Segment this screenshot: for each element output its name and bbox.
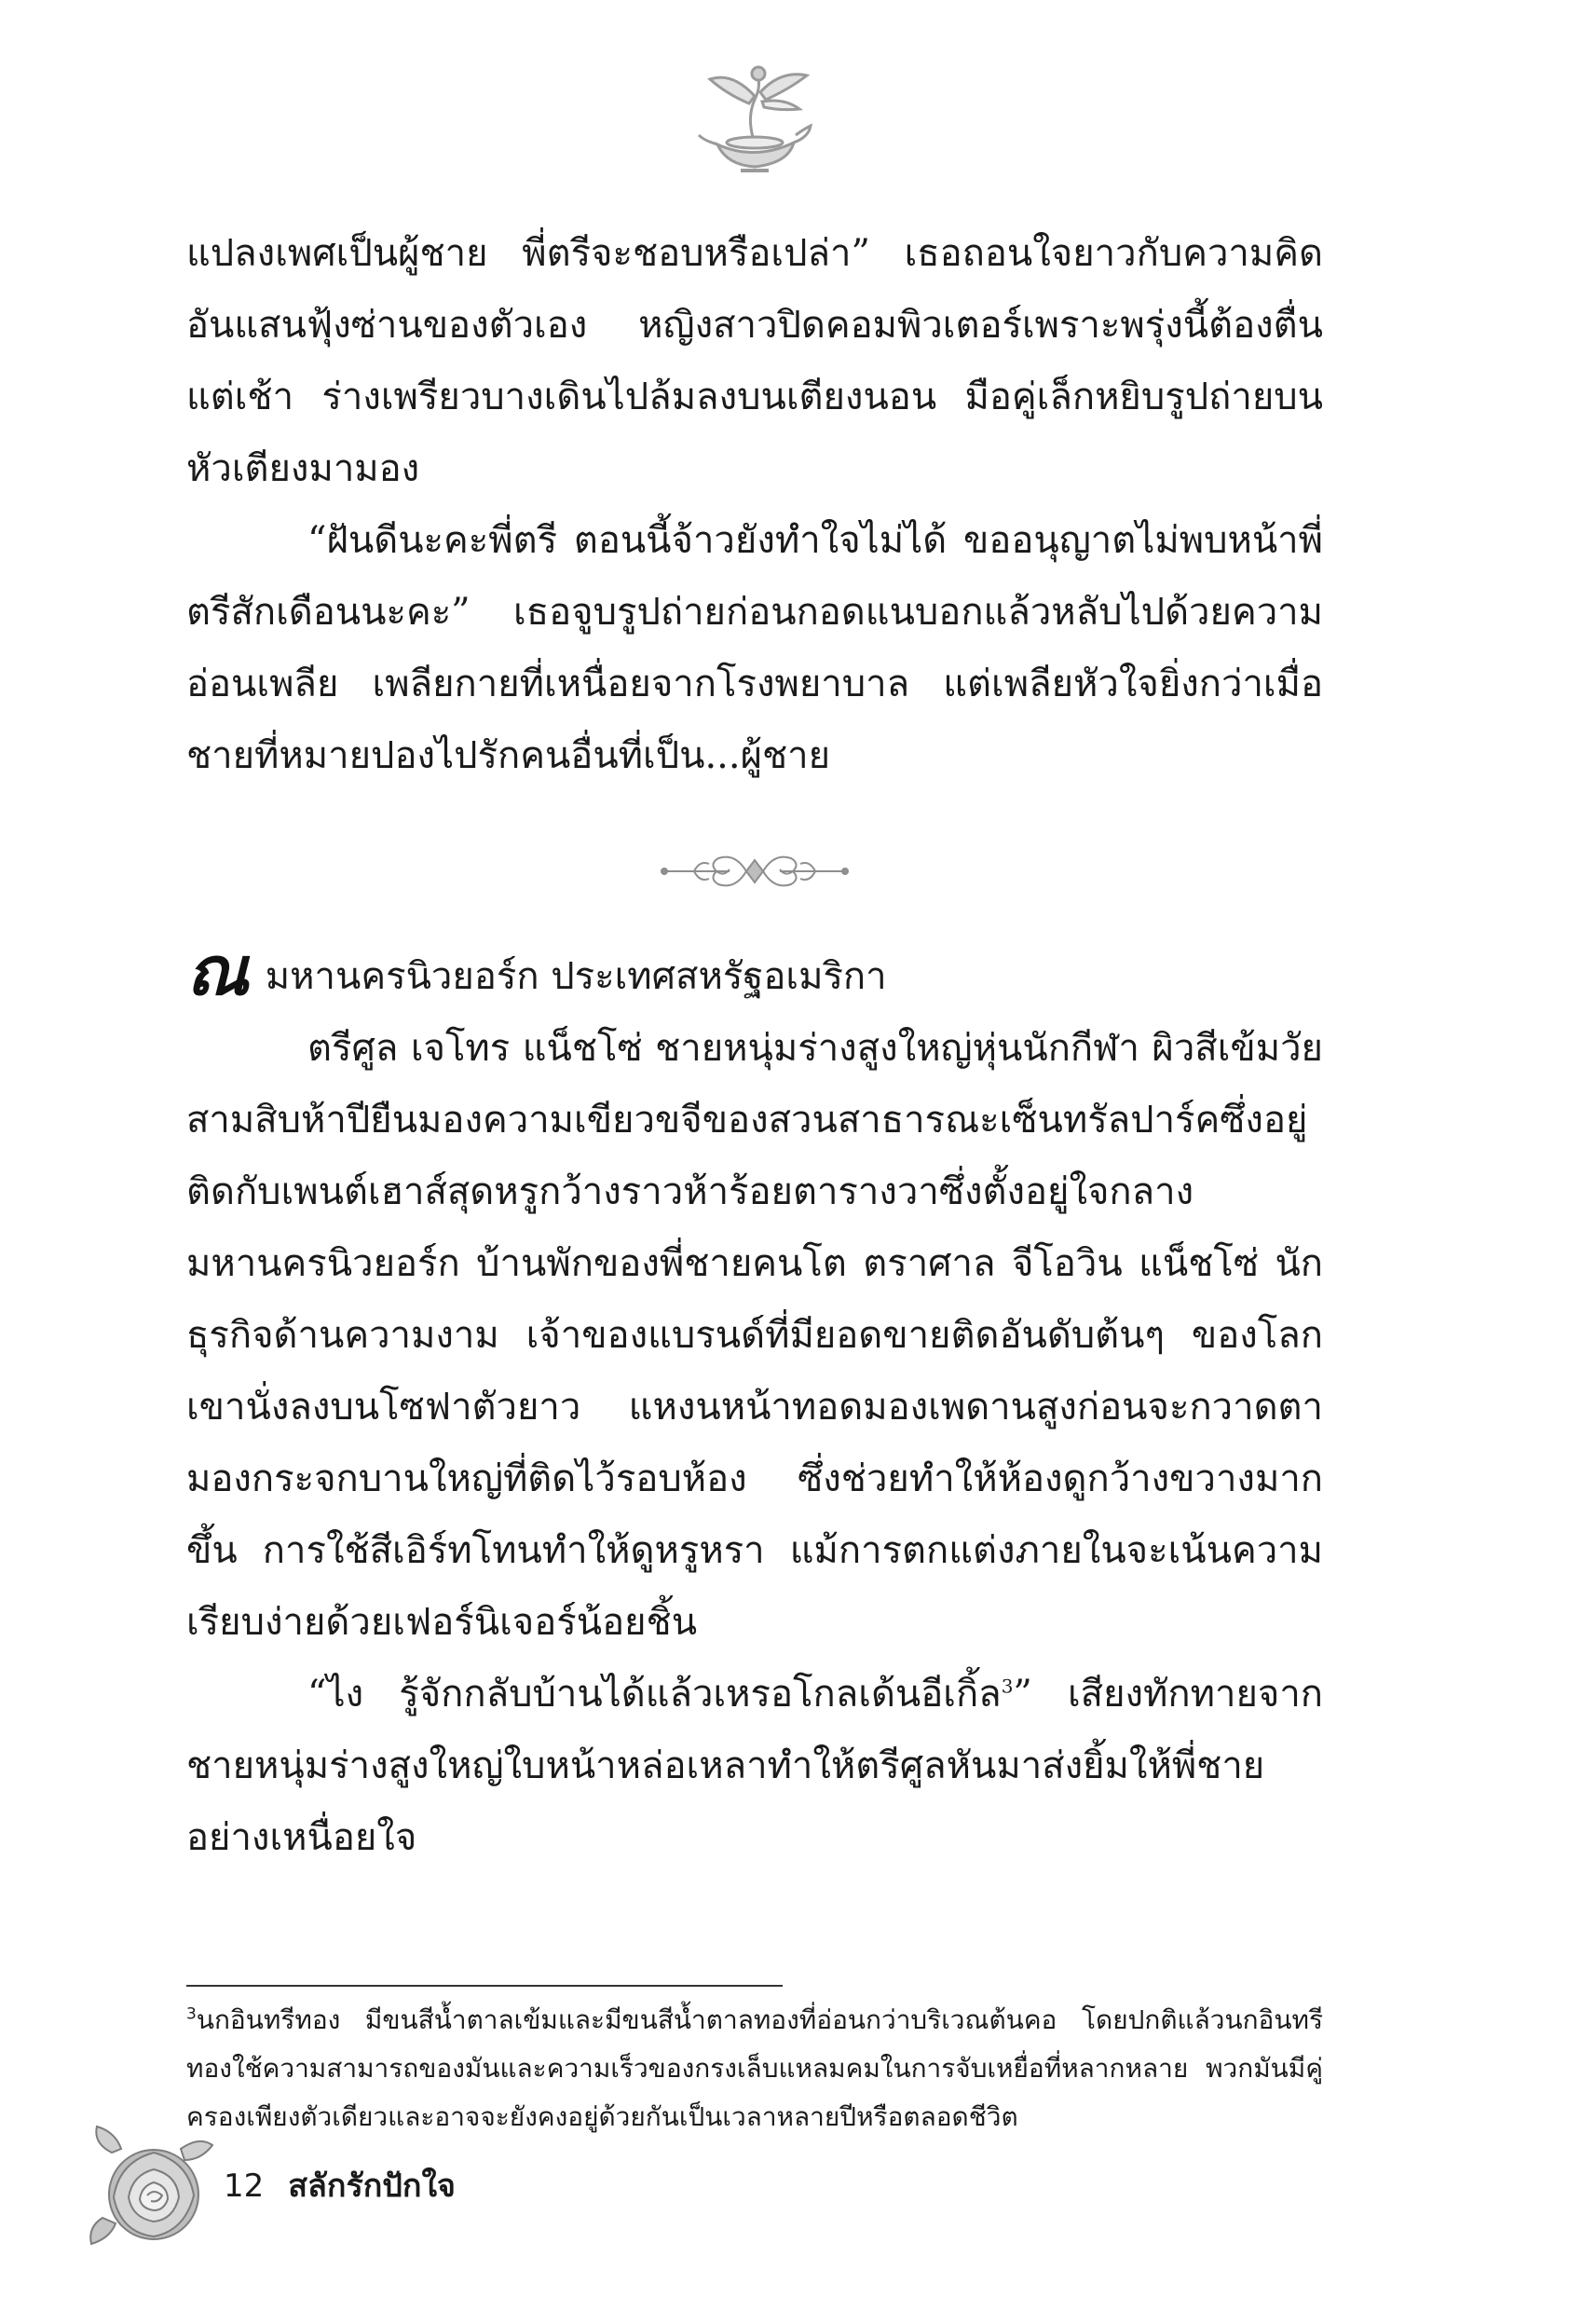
magic-lamp-fairy-icon xyxy=(689,51,820,182)
paragraph: ตรีศูล เจโทร แน็ชโซ่ ชายหนุ่มร่างสูงใหญ่หุ่นนักกีฬา ผิวสีเข้มวัยสามสิบห้าปียืนมองความเขียวขจีของสวนสาธารณะเซ็นทรัลปาร์คซึ่งอยู่ติดกับเพนต์เฮาส์สุดหรูกว้างราวห้าร้อยตารางวาซึ่งตั้งอยู่ใจกลางมหานครนิวยอร์ก บ้านพักของพี่ชายคนโต ตราศาล จีโอวิน แน็ชโซ่ นักธุรกิจด้านความงาม เจ้าของแบรนด์ที่มียอดขายติดอันดับต้นๆ ของโลก เขานั่งลงบนโซฟาตัวยาว แหงนหน้าทอดมองเพดานสูงก่อนจะกวาดตามองกระจกบานใหญ่ที่ติดไว้รอบห้อง ซึ่งช่วยทำให้ห้องดูกว้างขวางมากขึ้น การใช้สีเอิร์ทโทนทำให้ดูหรูหรา แม้การตกแต่งภายในจะเน้นความเรียบง่ายด้วยเฟอร์นิเจอร์น้อยชิ้น xyxy=(186,1027,1323,1644)
section-lead-text: มหานครนิวยอร์ก ประเทศสหรัฐอเมริกา xyxy=(265,955,887,998)
flourish-divider-icon xyxy=(657,843,853,899)
footnote xyxy=(186,1996,1323,2141)
footnote-rule xyxy=(186,1985,783,1987)
drop-cap: ณ xyxy=(186,931,249,1010)
body-block-main xyxy=(186,931,1323,1874)
page-footer xyxy=(224,2160,456,2210)
paragraph: แปลงเพศเป็นผู้ชาย พี่ตรีจะชอบหรือเปล่า” เธอถอนใจยาวกับความคิดอันแสนฟุ้งซ่านของตัวเอง หญิงสาวปิดคอมพิวเตอร์เพราะพรุ่งนี้ต้องตื่นแต่เช้า ร่างเพรียวบางเดินไปล้มลงบนเตียงนอน มือคู่เล็กหยิบรูปถ่ายบนหัวเตียงมามอง xyxy=(186,232,1323,490)
paragraph-text: ” เสียงทักทายจากชายหนุ่มร่างสูงใหญ่ใบหน้าหล่อเหลาทำให้ตรีศูลหันมาส่งยิ้มให้พี่ชายอย่างเหนื่อยใจ xyxy=(186,1673,1323,1859)
paragraph: “ฝันดีนะคะพี่ตรี ตอนนี้จ้าวยังทำใจไม่ได้ ขออนุญาตไม่พบหน้าพี่ตรีสักเดือนนะคะ” เธอจูบรูปถ่ายก่อนกอดแนบอกแล้วหลับไปด้วยความอ่อนเพลีย เพลียกายที่เหนื่อยจากโรงพยาบาล แต่เพลียหัวใจยิ่งกว่าเมื่อชายที่หมายปองไปรักคนอื่นที่เป็น...ผู้ชาย xyxy=(186,519,1323,777)
paragraph-text: “ไง รู้จักกลับบ้านได้แล้วเหรอโกลเด้นอีเกิ้ล xyxy=(307,1673,1002,1716)
book-title: สลักรักปักใจ xyxy=(288,2167,456,2205)
rose-icon xyxy=(84,2115,224,2255)
page-number: 12 xyxy=(224,2167,265,2205)
footnote-text: นกอินทรีทอง มีขนสีน้ำตาลเข้มและมีขนสีน้ำตาลทองที่อ่อนกว่าบริเวณต้นคอ โดยปกติแล้วนกอินทรีทองใช้ความสามารถของมันและความเร็วของกรงเล็บแหลมคมในการจับเหยื่อที่หลากหลาย พวกมันมีคู่ครองเพียงตัวเดียวและอาจจะยังคงอยู่ด้วยกันเป็นเวลาหลายปีหรือตลอดชีวิต xyxy=(186,2004,1323,2132)
footnote-reference: 3 xyxy=(1001,1675,1014,1698)
footnote-marker: 3 xyxy=(186,2004,197,2024)
paragraph-with-footnote xyxy=(186,1659,1323,1874)
section-lead xyxy=(186,931,1323,1013)
body-block-top xyxy=(186,218,1323,792)
